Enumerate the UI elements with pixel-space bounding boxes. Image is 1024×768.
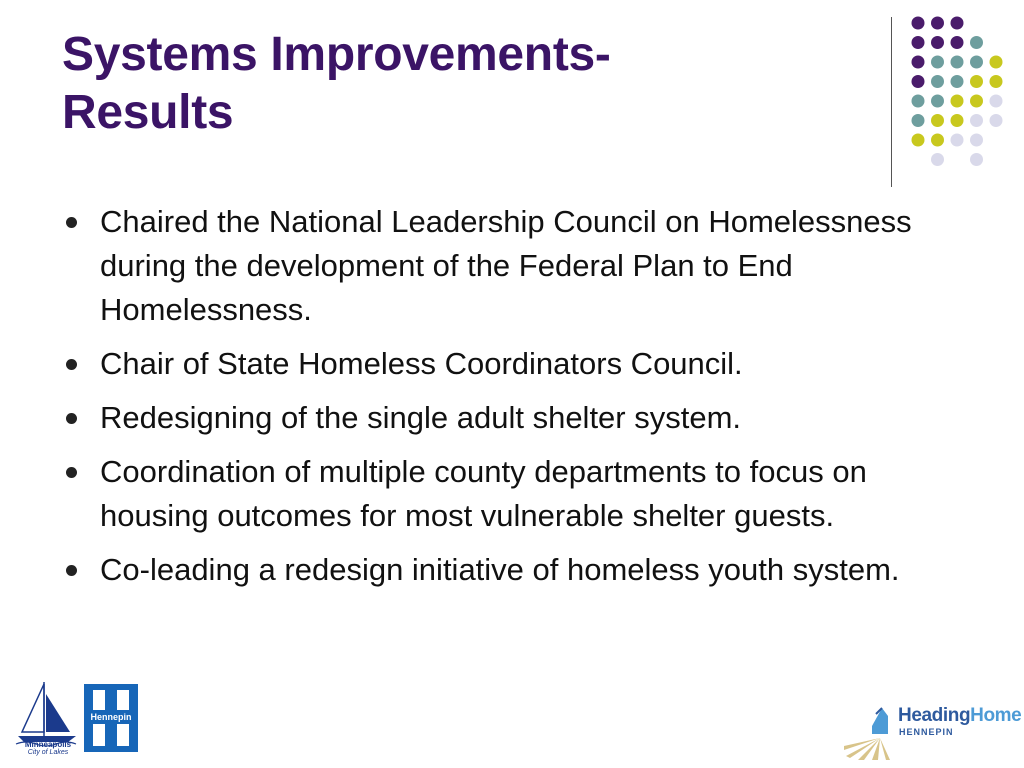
decor-dot	[970, 114, 983, 127]
hennepin-name: Hennepin	[84, 710, 138, 724]
decor-dot	[951, 36, 964, 49]
bullet-icon	[66, 413, 77, 424]
bullet-icon	[66, 359, 77, 370]
bullet-icon	[66, 565, 77, 576]
decor-dot	[912, 95, 925, 108]
decor-dot	[951, 75, 964, 88]
bullet-item	[62, 450, 962, 538]
heading-home-word2: Home	[970, 705, 1022, 726]
bullet-icon	[66, 217, 77, 228]
decor-dot	[970, 95, 983, 108]
decor-dot	[931, 95, 944, 108]
decor-dot	[990, 75, 1003, 88]
bullet-text: Co-leading a redesign initiative of homeless youth system.	[100, 552, 900, 587]
decor-dot	[912, 134, 925, 147]
bullet-item	[62, 200, 962, 332]
decor-dot	[931, 17, 944, 30]
decor-dot	[912, 56, 925, 69]
decor-dot	[951, 56, 964, 69]
title-line-1: Systems Improvements-	[62, 28, 611, 81]
decor-dot	[970, 153, 983, 166]
heading-home-wordmark	[898, 705, 1021, 727]
decor-dot	[970, 36, 983, 49]
slide-title	[62, 26, 862, 142]
bullet-list	[62, 200, 962, 602]
decor-dot	[931, 75, 944, 88]
decor-dot	[931, 56, 944, 69]
title-divider	[891, 17, 892, 187]
hennepin-logo	[84, 684, 138, 752]
title-line-2: Results	[62, 86, 234, 139]
decor-dot	[931, 114, 944, 127]
decor-dot	[951, 95, 964, 108]
bullet-text: Coordination of multiple county departments to focus on housing outcomes for most vulnerable shelter guests.	[100, 454, 867, 533]
decor-dot	[990, 56, 1003, 69]
bullet-text: Redesigning of the single adult shelter system.	[100, 400, 742, 435]
bullet-text: Chair of State Homeless Coordinators Council.	[100, 346, 743, 381]
bullet-item	[62, 342, 962, 386]
decor-dot	[912, 114, 925, 127]
decor-dot	[931, 153, 944, 166]
minneapolis-name: Minneapolis	[24, 740, 72, 749]
heading-home-word1: Heading	[898, 705, 971, 726]
decor-dot	[931, 36, 944, 49]
heading-home-sub: HENNEPIN	[899, 727, 954, 737]
decor-dot	[912, 75, 925, 88]
bullet-icon	[66, 467, 77, 478]
decor-dot	[912, 36, 925, 49]
decor-dot	[951, 114, 964, 127]
bullet-item	[62, 548, 962, 592]
decor-dot	[990, 95, 1003, 108]
decor-dot	[970, 75, 983, 88]
decor-dot	[951, 134, 964, 147]
decor-dot	[990, 114, 1003, 127]
decor-dot	[970, 56, 983, 69]
decor-dot	[931, 134, 944, 147]
bullet-item	[62, 396, 962, 440]
decor-dot	[951, 17, 964, 30]
decor-dot	[970, 134, 983, 147]
bullet-text: Chaired the National Leadership Council on Homelessness during the development of the Federal Plan to End Homelessness.	[100, 204, 912, 327]
minneapolis-tagline: City of Lakes	[27, 749, 69, 756]
decor-dot	[912, 17, 925, 30]
